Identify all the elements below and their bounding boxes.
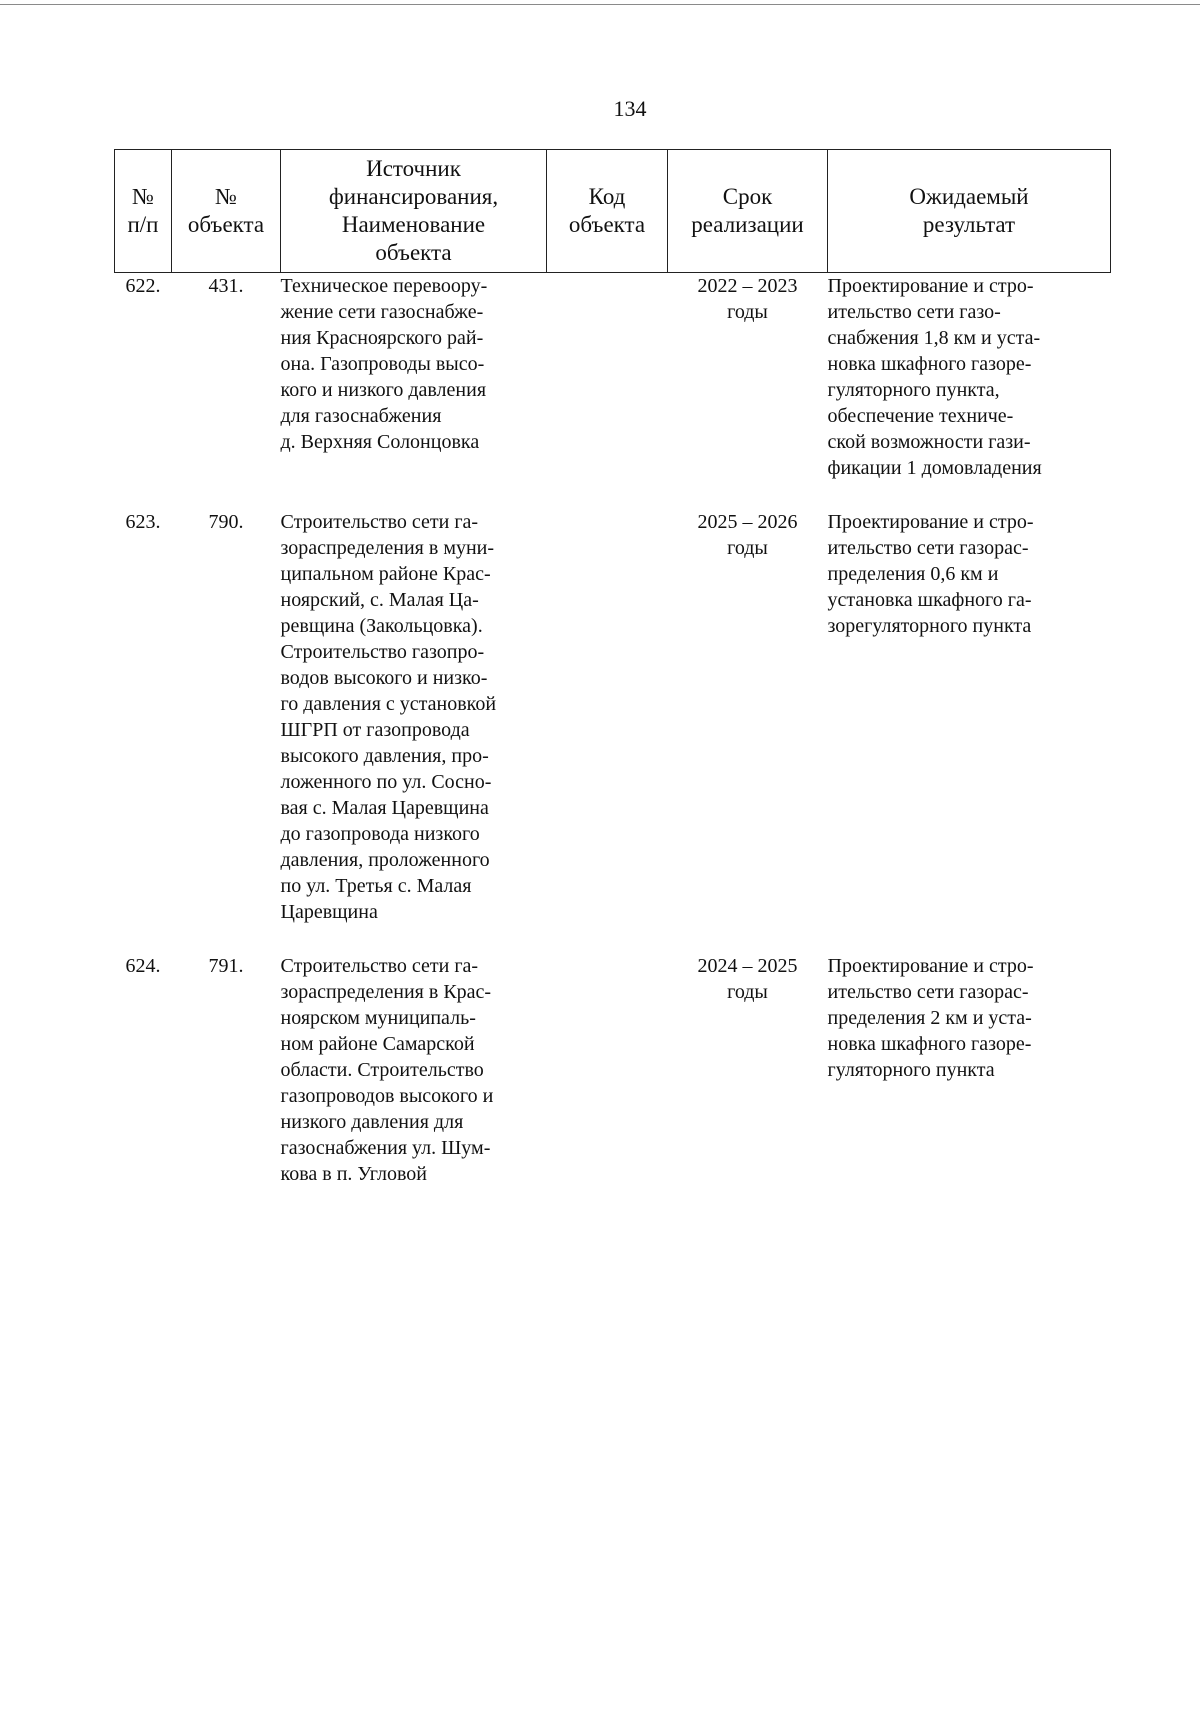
header-code: Код объекта xyxy=(547,150,668,273)
table-row xyxy=(115,273,1111,510)
row-num: 624. xyxy=(125,955,161,977)
header-num: № п/п xyxy=(115,150,172,273)
row-num: 623. xyxy=(125,511,161,533)
row-term: 2024 – 2025 годы xyxy=(697,955,798,1003)
row-code xyxy=(547,509,668,953)
header-object-num: № объекта xyxy=(172,150,281,273)
header-result: Ожидаемый результат xyxy=(828,150,1111,273)
row-code xyxy=(547,953,668,1213)
table-row xyxy=(115,509,1111,953)
header-term: Срок реализации xyxy=(668,150,828,273)
page-top-rule xyxy=(0,4,1200,5)
page-number: 134 xyxy=(613,96,647,121)
row-term: 2022 – 2023 годы xyxy=(697,275,798,323)
row-name: Строительство сети га- зораспределения в муни- ципальном районе Крас- ноярский, с. Малая Ца- ревщина (Закольцовка). Строительство газопро- водов высокого и низко- го давления с установкой ШГРП от газопровода высокого давления, про- ложенного по ул. Сосно- вая с. Малая Царевщина до газопровода низкого давления, проложенного по ул. Третья с. Малая Царевщина xyxy=(280,511,497,923)
row-code xyxy=(547,273,668,510)
table-row xyxy=(115,953,1111,1213)
row-num: 622. xyxy=(125,275,161,297)
row-result: Проектирование и стро- ительство сети газорас- пределения 2 км и уста- новка шкафного газоре- гуляторного пункта xyxy=(827,955,1034,1081)
row-object-num: 790. xyxy=(208,511,244,533)
row-object-num: 431. xyxy=(208,275,244,297)
header-name: Источник финансирования, Наименование объекта xyxy=(281,150,547,273)
registry-table xyxy=(114,149,1111,1213)
row-name: Техническое перевоору- жение сети газоснабже- ния Красноярского рай- она. Газопроводы высо- кого и низкого давления для газоснабжения д. Верхняя Солонцовка xyxy=(280,275,488,453)
row-result: Проектирование и стро- ительство сети газорас- пределения 0,6 км и установка шкафного га- зорегуляторного пункта xyxy=(827,511,1034,637)
registry-table-wrap xyxy=(114,149,1110,1213)
row-object-num: 791. xyxy=(208,955,244,977)
row-result: Проектирование и стро- ительство сети газо- снабжения 1,8 км и уста- новка шкафного газоре- гуляторного пункта, обеспечение техниче- ской возможности гази- фикации 1 домовладения xyxy=(827,275,1042,479)
row-term: 2025 – 2026 годы xyxy=(697,511,798,559)
table-header-row xyxy=(115,150,1111,273)
row-name: Строительство сети га- зораспределения в Крас- ноярском муниципаль- ном районе Самарской области. Строительство газопроводов высокого и низкого давления для газоснабжения ул. Шум- кова в п. Угловой xyxy=(280,955,494,1185)
